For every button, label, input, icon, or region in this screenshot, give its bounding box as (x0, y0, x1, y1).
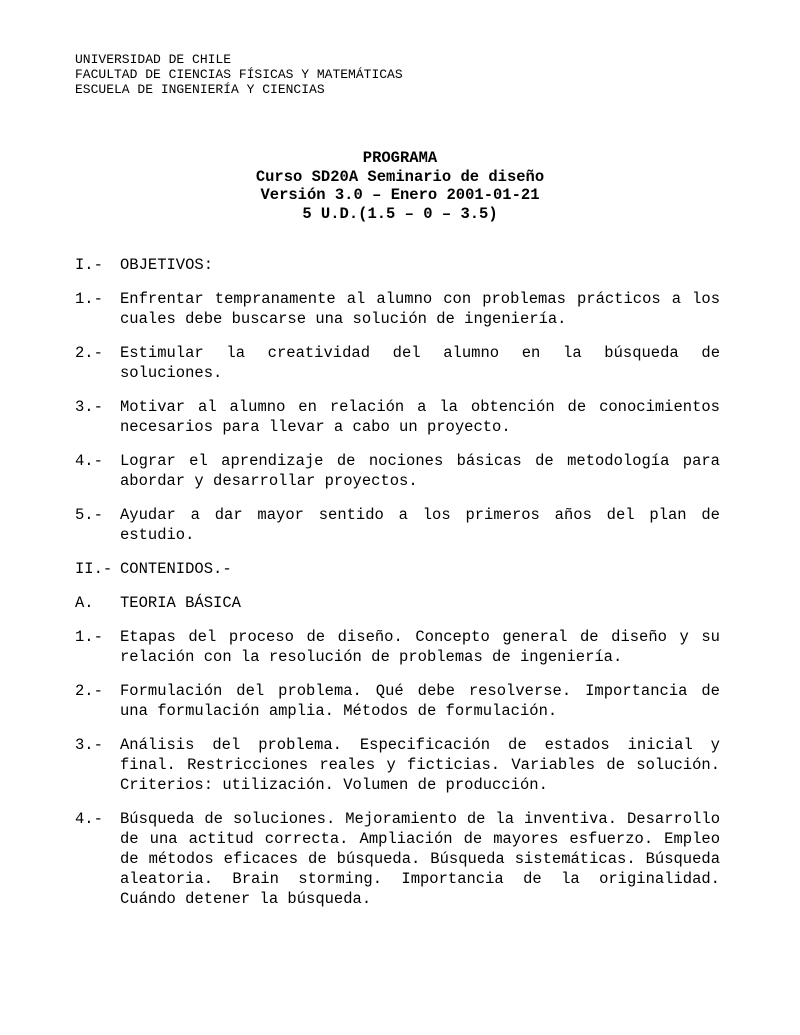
item-number: 2.- (75, 344, 103, 362)
item-text: Lograr el aprendizaje de nociones básicas de metodología para abordar y desarrollar proyectos. (120, 452, 720, 490)
section-heading-text: OBJETIVOS: (120, 256, 214, 274)
document-title: PROGRAMA (362, 149, 438, 167)
item-number: 1.- (75, 628, 103, 646)
letterhead (75, 52, 725, 97)
version-line: Versión 3.0 – Enero 2001-01-21 (260, 186, 540, 204)
content-item-3 (75, 735, 725, 795)
section-heading-text: CONTENIDOS.- (120, 560, 232, 578)
objective-item-1 (75, 289, 725, 329)
letterhead-line-school: ESCUELA DE INGENIERÍA Y CIENCIAS (75, 82, 325, 97)
objective-item-3 (75, 397, 725, 437)
item-text: Formulación del problema. Qué debe resolverse. Importancia de una formulación amplia. Métodos de formulación. (120, 682, 720, 720)
item-text: Estimular la creatividad del alumno en la búsqueda de soluciones. (120, 344, 720, 382)
item-text: Búsqueda de soluciones. Mejoramiento de la inventiva. Desarrollo de una actitud correcta. Ampliación de mayores esfuerzo. Empleo de métodos eficaces de búsqueda. Búsqueda sistemáticas. Búsqueda aleatoria. Brain storming. Importancia de la originalidad. Cuándo detener la búsqueda. (120, 810, 720, 908)
section-label: I.- (75, 256, 103, 274)
section-label: II.- (75, 560, 113, 578)
section-heading-contenidos (75, 559, 725, 579)
subsection-label: A. (75, 594, 94, 612)
item-number: 2.- (75, 682, 103, 700)
item-number: 1.- (75, 290, 103, 308)
letterhead-line-faculty: FACULTAD DE CIENCIAS FÍSICAS Y MATEMÁTICAS (75, 67, 403, 82)
item-text: Etapas del proceso de diseño. Concepto general de diseño y su relación con la resolución de problemas de ingeniería. (120, 628, 720, 666)
item-number: 5.- (75, 506, 103, 524)
content-item-2 (75, 681, 725, 721)
item-text: Análisis del problema. Especificación de estados inicial y final. Restricciones reales y ficticias. Variables de solución. Criterios: utilización. Volumen de producción. (120, 736, 720, 794)
credits-line: 5 U.D.(1.5 – 0 – 3.5) (302, 204, 498, 223)
objective-item-4 (75, 451, 725, 491)
objective-item-2 (75, 343, 725, 383)
content-item-4 (75, 809, 725, 909)
subsection-heading-teoria-basica (75, 593, 725, 613)
item-text: Motivar al alumno en relación a la obtención de conocimientos necesarios para llevar a cabo un proyecto. (120, 398, 720, 436)
document-body (75, 255, 725, 909)
objective-item-5 (75, 505, 725, 545)
item-text: Ayudar a dar mayor sentido a los primeros años del plan de estudio. (120, 506, 720, 544)
section-heading-objetivos (75, 255, 725, 275)
item-text: Enfrentar tempranamente al alumno con problemas prácticos a los cuales debe buscarse una solución de ingeniería. (120, 290, 720, 328)
item-number: 4.- (75, 810, 103, 828)
item-number: 3.- (75, 398, 103, 416)
course-title: Curso SD20A Seminario de diseño (255, 167, 545, 186)
subsection-heading-text: TEORIA BÁSICA (120, 594, 241, 612)
letterhead-line-university: UNIVERSIDAD DE CHILE (75, 52, 232, 67)
title-block (75, 149, 725, 223)
item-number: 4.- (75, 452, 103, 470)
content-item-1 (75, 627, 725, 667)
item-number: 3.- (75, 736, 103, 754)
